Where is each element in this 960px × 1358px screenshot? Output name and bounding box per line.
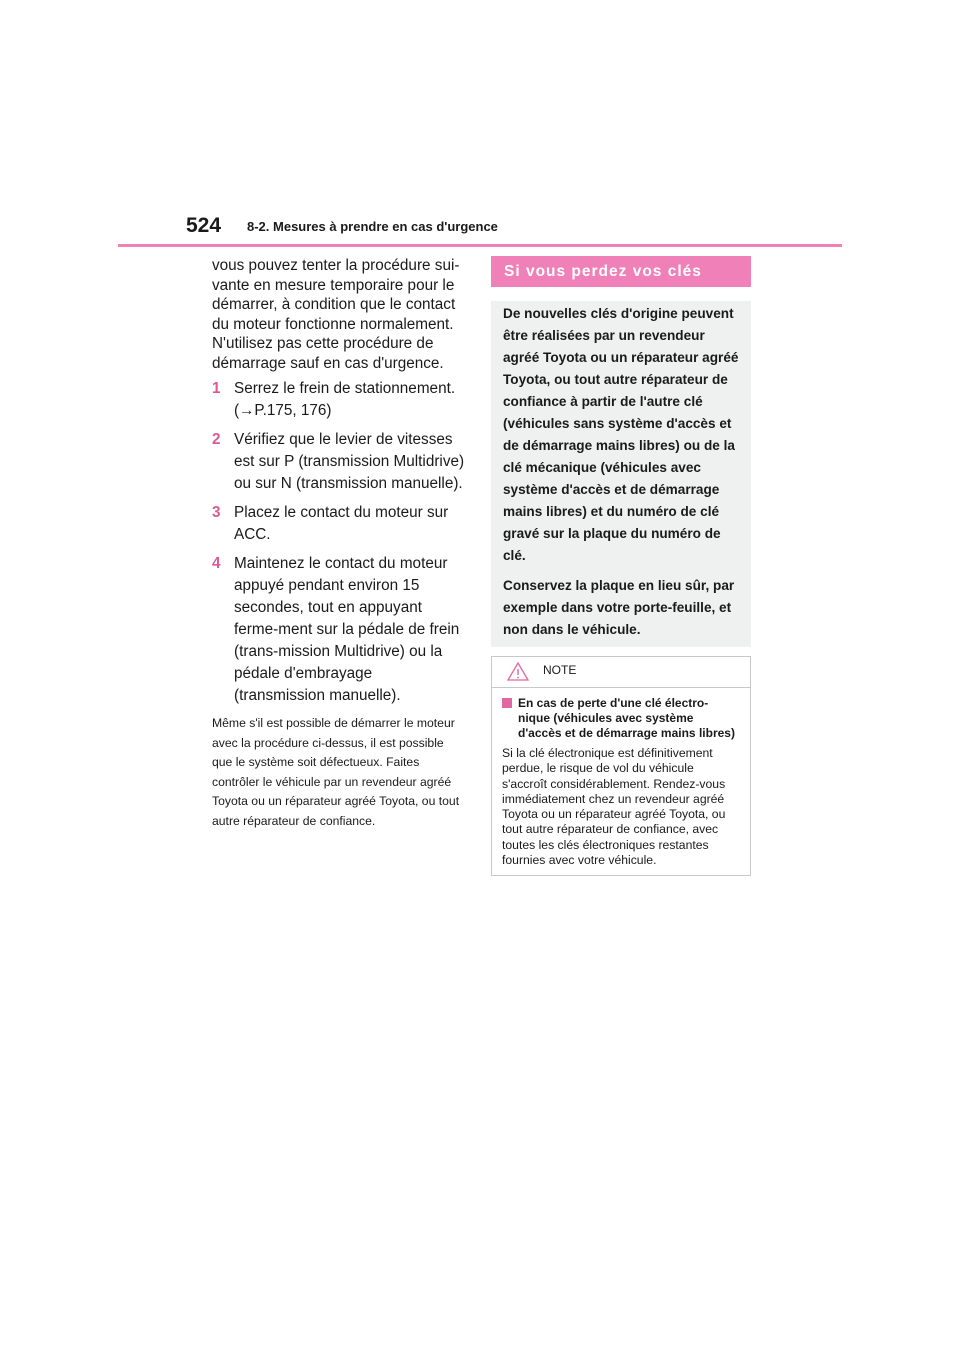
step-item [212, 378, 466, 422]
caution-note: Même s'il est possible de démarrer le moteur avec la procédure ci-dessus, il est possible que le système soit défectueux. Faites contrôler le véhicule par un revendeur agréé Toyota ou un réparateur agréé Toyota, ou tout autre réparateur de confiance. [212, 716, 460, 828]
warning-triangle-icon [507, 662, 529, 681]
step-text: Serrez le frein de stationnement. (→P.175, 176) [234, 380, 456, 419]
note-paragraph: Si la clé électronique est définitivement perdue, le risque de vol du véhicule s'accroît considérablement. Rendez-vous immédiatement chez un revendeur agréé Toyota ou un réparateur agréé Toyota, ou tout autre réparateur de confiance, avec toutes les clés électroniques restantes fournies avec votre véhicule. [502, 746, 726, 868]
step-item [212, 553, 466, 707]
note-header [492, 657, 750, 688]
step-text: Vérifiez que le levier de vitesses est sur P (transmission Multidrive) ou sur N (transmission manuelle). [234, 431, 465, 492]
step-item [212, 429, 466, 495]
note-label: NOTE [543, 663, 577, 677]
step-list [212, 378, 466, 707]
right-column [491, 256, 751, 876]
left-column [212, 256, 466, 832]
note-box [491, 656, 751, 876]
info-paragraph: De nouvelles clés d'origine peuvent être réalisées par un revendeur agréé Toyota ou un réparateur agréé Toyota, ou tout autre réparateur de confiance à partir de l'autre clé (véhicules sans système d'accès et de démarrage mains libres) ou de la clé mécanique (véhicules avec système d'accès et de démarrage mains libres) et du numéro de clé gravé sur la plaque du numéro de clé. [503, 306, 739, 563]
info-paragraph: Conservez la plaque en lieu sûr, par exemple dans votre porte-feuille, et non dans le véhicule. [503, 578, 735, 637]
step-number: 4 [212, 555, 221, 572]
section-heading: Si vous perdez vos clés [491, 256, 751, 287]
step-text: Maintenez le contact du moteur appuyé pendant environ 15 secondes, tout en appuyant ferme-ment sur la pédale de frein (trans-mission Multidrive) ou la pédale d'embrayage (transmission manuelle). [234, 555, 460, 704]
step-number: 1 [212, 380, 221, 397]
step-number: 3 [212, 504, 221, 521]
step-number: 2 [212, 431, 221, 448]
header-rule [118, 244, 842, 247]
section-title: 8-2. Mesures à prendre en cas d'urgence [247, 219, 498, 234]
page-number: 524 [186, 214, 222, 237]
step-item [212, 502, 466, 546]
note-subheading-text: En cas de perte d'une clé électro-nique (véhicules avec système d'accès et de démarrage mains libres) [518, 696, 735, 740]
intro-paragraph: vous pouvez tenter la procédure sui-vante en mesure temporaire pour le démarrer, à condition que le contact du moteur fonctionne normalement. N'utilisez pas cette procédure de démarrage sauf en cas d'urgence. [212, 257, 460, 372]
step-text: Placez le contact du moteur sur ACC. [234, 504, 449, 543]
info-box [491, 301, 751, 647]
note-body [492, 688, 750, 868]
note-subheading [502, 696, 740, 741]
square-bullet-icon [502, 698, 512, 708]
